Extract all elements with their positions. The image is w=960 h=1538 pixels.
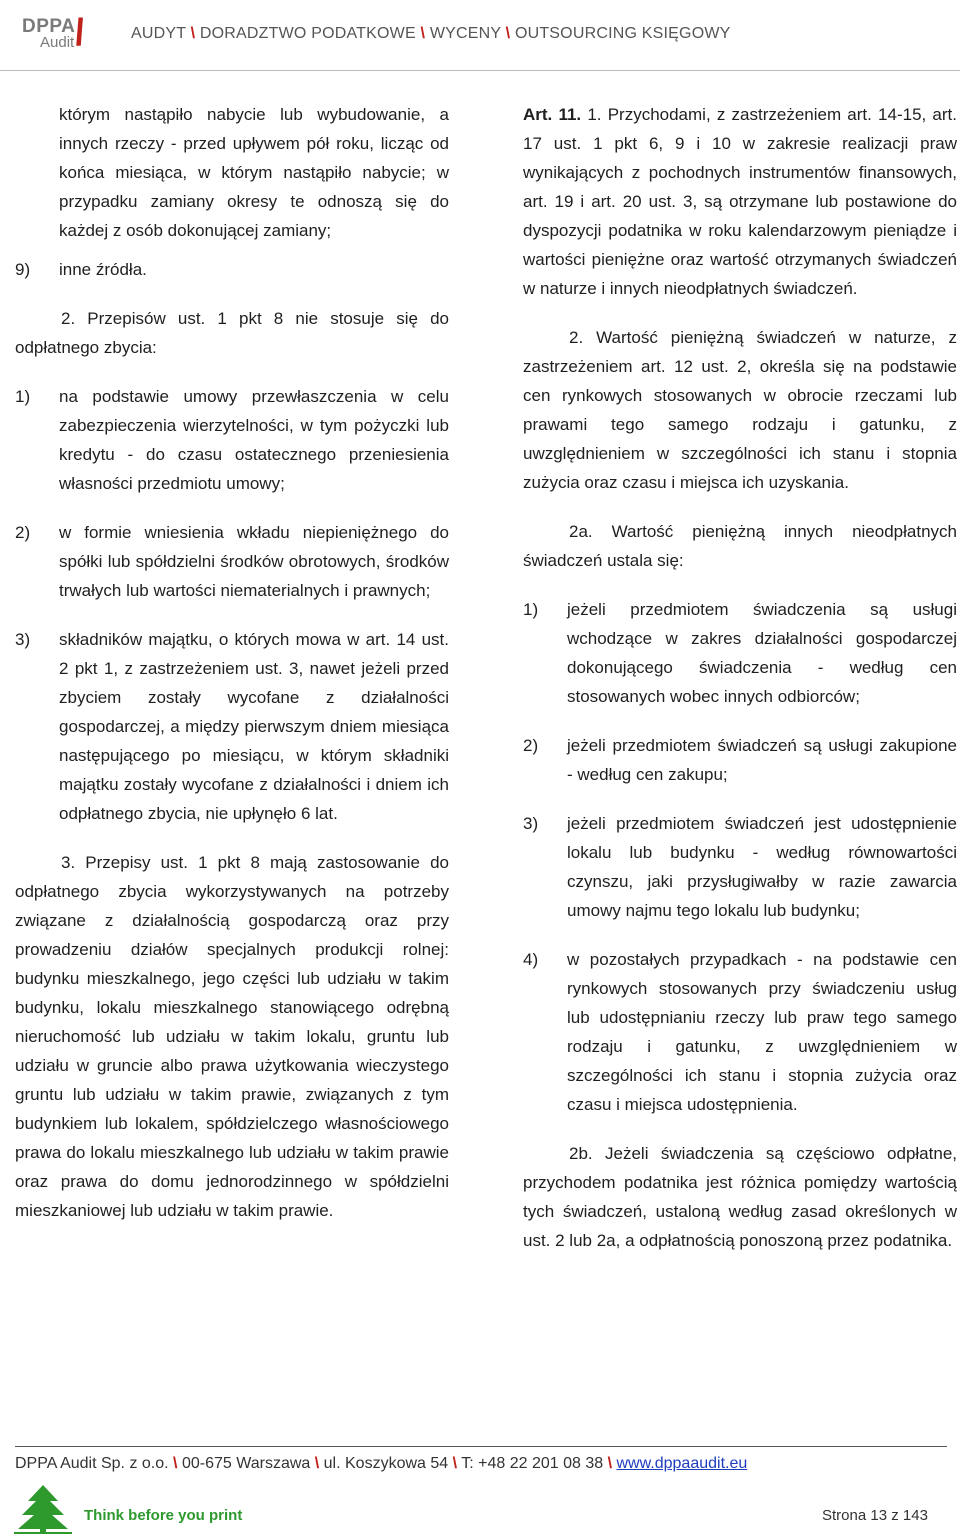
right-column bbox=[523, 100, 957, 1255]
footer-street: ul. Koszykowa 54 bbox=[323, 1455, 449, 1472]
nav-audyt: AUDYT bbox=[131, 25, 186, 42]
nav-separator: \ bbox=[420, 25, 426, 42]
item-text: składników majątku, o których mowa w art. 14 ust. 2 pkt 1, z zastrzeżeniem ust. 3, nawet jeżeli przed zbyciem zostały wycofane z działalności gospodarczej, a między pierwszym dniem miesiąca następującego po miesiącu, w którym składniki majątku zostały wycofane z działalności i dniem ich odpłatnego zbycia, nie upłynęło 6 lat. bbox=[59, 630, 449, 823]
paragraph-3: 3. Przepisy ust. 1 pkt 8 mają zastosowanie do odpłatnego zbycia wykorzystywanych na potrzeby związane z działalnością gospodarczą oraz przy prowadzeniu działów specjalnych produkcji rolnej: budynku mieszkalnego, jego części lub udziału w takim budynku, lokalu mieszkalnego stanowiącego odrębną nieruchomość lub udziału w takim lokalu, gruntu lub udziału w gruncie albo prawa użytkowania wieczystego gruntu lub udziału w takim prawie, związanych z tym budynkiem lub lokalem, spółdzielczego własnościowego prawa do lokalu mieszkalnego lub udziału w takim prawie oraz prawa do domu jednorodzinnego w spółdzielni mieszkaniowej lub udziału w takim prawie. bbox=[15, 853, 449, 1220]
company-logo bbox=[18, 14, 98, 54]
footer-separator: \ bbox=[452, 1455, 458, 1472]
footer-website-link[interactable]: www.dppaaudit.eu bbox=[616, 1455, 748, 1472]
list-item bbox=[523, 945, 957, 1119]
item-number: 4) bbox=[523, 950, 539, 969]
list-item bbox=[523, 731, 957, 789]
paragraph-2: 2. Przepisów ust. 1 pkt 8 nie stosuje się do odpłatnego zbycia: bbox=[15, 309, 449, 357]
paragraph-continuation: którym nastąpiło nabycie lub wybudowanie, a innych rzeczy - przed upływem pół roku, licząc od końca miesiąca, w którym nastąpiło nabycie; w przypadku zamiany okresy te odnoszą się do każdej z osób dokonującej zamiany; bbox=[59, 105, 449, 240]
article-heading: Art. 11. bbox=[523, 105, 582, 124]
item-text: w formie wniesienia wkładu niepieniężnego do spółki lub spółdzielni środków obrotowych, środków trwałych lub wartości niematerialnych i prawnych; bbox=[59, 523, 449, 600]
list-item bbox=[15, 518, 449, 605]
nav-wyceny: WYCENY bbox=[429, 25, 501, 42]
item-number: 1) bbox=[15, 387, 31, 406]
page-number: Strona 13 z 143 bbox=[822, 1507, 928, 1524]
list-item bbox=[15, 382, 449, 498]
item-number: 3) bbox=[15, 630, 31, 649]
footer-separator: \ bbox=[173, 1455, 178, 1472]
item-text: na podstawie umowy przewłaszczenia w celu zabezpieczenia wierzytelności, w tym pożyczki lub kredytu - do czasu ostatecznego przeniesienia własności przedmiotu umowy; bbox=[59, 387, 449, 493]
footer-phone: T: +48 22 201 08 38 bbox=[461, 1455, 604, 1472]
logo-text: DPPA bbox=[22, 16, 76, 37]
footer-divider bbox=[15, 1446, 947, 1447]
article-11-paragraph bbox=[523, 100, 957, 303]
list-item bbox=[15, 625, 449, 828]
article-text: 1. Przychodami, z zastrzeżeniem art. 14-15, art. 17 ust. 1 pkt 6, 9 i 10 w zakresie realizacji praw wynikających z pochodnych instrumentów finansowych, art. 19 i art. 20 ust. 3, są otrzymane lub postawione do dyspozycji podatnika w roku kalendarzowym pieniądze i wartości pieniężne oraz wartość otrzymanych świadczeń w naturze i innych nieodpłatnych świadczeń. bbox=[523, 105, 957, 298]
item-text: inne źródła. bbox=[59, 260, 147, 279]
footer-address bbox=[15, 1455, 747, 1473]
paragraph-2: 2. Wartość pieniężną świadczeń w naturze, z zastrzeżeniem art. 12 ust. 2, określa się na podstawie cen rynkowych stosowanych w obrocie rzeczami lub prawami tego samego rodzaju i gatunku, z uwzględnieniem w szczególności ich stanu i stopnia zużycia oraz czasu i miejsca ich uzyskania. bbox=[523, 328, 957, 492]
nav-doradztwo: DORADZTWO PODATKOWE bbox=[199, 25, 416, 42]
item-number: 3) bbox=[523, 814, 539, 833]
item-text: jeżeli przedmiotem świadczenia są usługi wchodzące w zakres działalności gospodarczej dokonującego świadczenia - według cen stosowanych wobec innych odbiorców; bbox=[567, 600, 957, 706]
item-number: 2) bbox=[15, 523, 31, 542]
footer-separator: \ bbox=[314, 1455, 320, 1472]
footer-slogan: Think before you print bbox=[84, 1507, 243, 1524]
item-text: w pozostałych przypadkach - na podstawie cen rynkowych stosowanych przy świadczeniu usług lub udostępnianiu rzeczy lub praw tego samego rodzaju i gatunku, z uwzględnieniem w szczególności ich stanu i stopnia zużycia oraz czasu i miejsca udostępnienia. bbox=[567, 950, 957, 1114]
list-item bbox=[523, 809, 957, 925]
nav-outsourcing: OUTSOURCING KSIĘGOWY bbox=[514, 25, 731, 42]
paragraph-2a: 2a. Wartość pieniężną innych nieodpłatnych świadczeń ustala się: bbox=[523, 522, 957, 570]
footer-company: DPPA Audit Sp. z o.o. bbox=[15, 1455, 169, 1472]
logo-sub: Audit bbox=[40, 34, 75, 51]
nav-separator: \ bbox=[190, 25, 196, 42]
paragraph-2b: 2b. Jeżeli świadczenia są częściowo odpłatne, przychodem podatnika jest różnica pomiędzy wartością tych świadczeń, ustaloną według zasad określonych w ust. 2 lub 2a, a odpłatnością ponoszoną przez podatnika. bbox=[523, 1144, 957, 1250]
logo-slash-icon: \ bbox=[68, 12, 91, 54]
item-number: 2) bbox=[523, 736, 539, 755]
item-number: 1) bbox=[523, 600, 539, 619]
tree-icon bbox=[14, 1483, 72, 1535]
footer-city: 00-675 Warszawa bbox=[181, 1455, 311, 1472]
item-text: jeżeli przedmiotem świadczeń są usługi zakupione - według cen zakupu; bbox=[567, 736, 957, 784]
list-item bbox=[15, 255, 449, 284]
footer-separator: \ bbox=[607, 1455, 613, 1472]
item-number: 9) bbox=[15, 260, 31, 279]
left-column bbox=[15, 100, 449, 1225]
page-header bbox=[0, 0, 960, 71]
nav-separator: \ bbox=[505, 25, 511, 42]
list-item bbox=[523, 595, 957, 711]
item-text: jeżeli przedmiotem świadczeń jest udostępnienie lokalu lub budynku - według równowartości czynszu, jaki przysługiwałby w razie zawarcia umowy najmu tego lokalu lub budynku; bbox=[567, 814, 957, 920]
header-nav bbox=[131, 25, 731, 43]
